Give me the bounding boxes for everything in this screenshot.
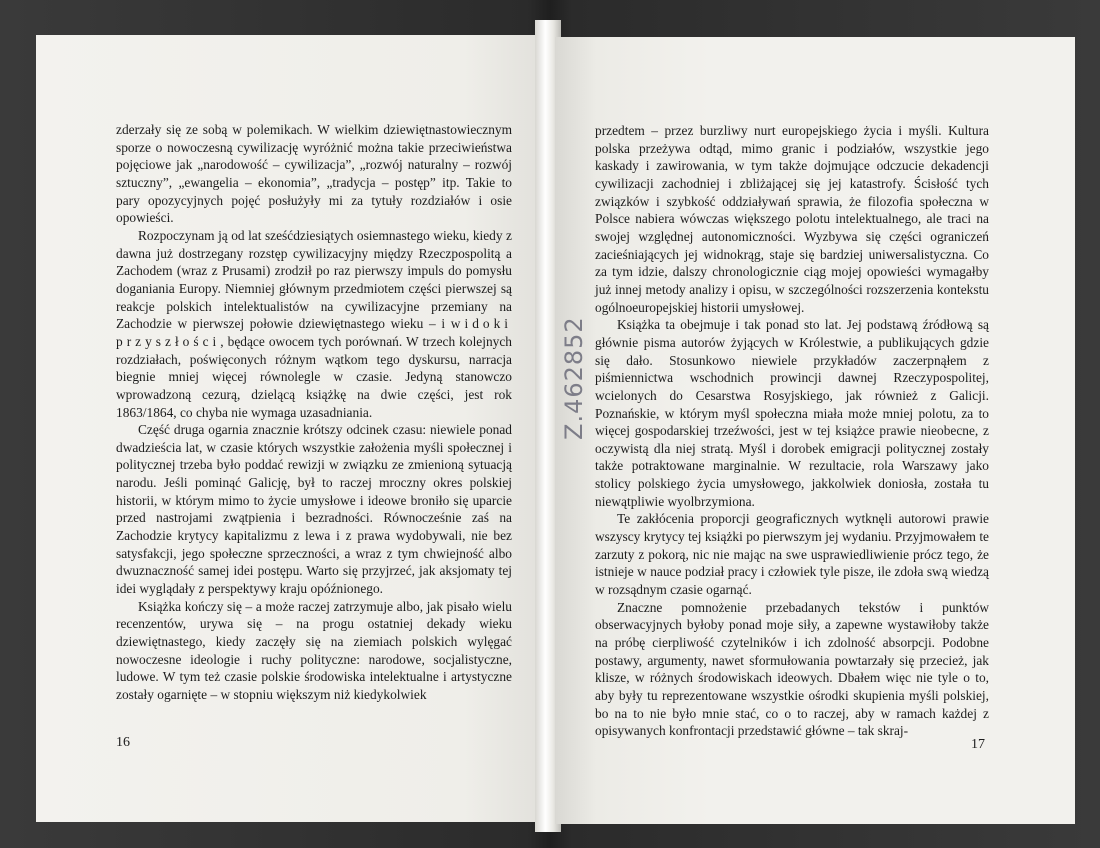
- paragraph: [116, 227, 512, 421]
- right-page-text: [595, 122, 989, 740]
- paragraph: Część druga ogarnia znacznie krótszy odcinek czasu: niewiele ponad dwadzieścia lat, w czasie których wszystkie założenia myśli społecznej i politycznej trzeba było poddać rewizji w związku ze zmienioną sytuacją narodu. Jeśli pominąć Galicję, był to raczej mroczny okres polskiej historii, w którym mimo to życie umysłowe i ideowe broniło się uparcie przed nastrojami zwątpienia i bezradności. Równocześnie zaś na Zachodzie krytycy kapitalizmu z lewa i z prawa wydobywali, nie bez satysfakcji, jego społeczne sprzeczności, a wraz z tym chwiejność albo dwuznaczność samej idei postępu. Warto się przyjrzeć, jak aksjomaty tej idei wyglądały z perspektywy kraju opóźnionego.: [116, 422, 512, 597]
- page-number: 17: [971, 737, 985, 752]
- paragraph-text: , będące owocem tych porównań. W trzech kolejnych rozdziałach, poświęconych różnym wątkom tego dyskursu, narracja biegnie mniej więcej równolegle w czasie. Jedyną stanowczo wprowadzoną cezurą, dzielącą książkę na dwie części, jest rok 1863/1864, co chyba nie wymaga uzasadniania.: [116, 333, 512, 420]
- paragraph: Książka ta obejmuje i tak ponad sto lat. Jej podstawą źródłową są głównie pisma autorów żyjących w Królestwie, a publikujących gdzie się dało. Stosunkowo niewiele przykładów zaczerpnąłem z piśmiennictwa wschodnich prowincji dawnej Rzeczypospolitej, wcielonych do Cesarstwa Rosyjskiego, jak również z Galicji. Poznańskie, w którym myśl społeczna miała może mniej polotu, za to więcej gospodarskiej trzeźwości, jest w tej książce prawie nieobecne, z oczywistą dla niej stratą. Myśl i dorobek emigracji politycznej zostały także potraktowane marginalnie. W rezultacie, rola Warszawy jako stolicy polskiego życia umysłowego, jakkolwiek doniosła, została tu niewątpliwie wyolbrzymiona.: [595, 317, 989, 509]
- paragraph: zderzały się ze sobą w polemikach. W wielkim dziewiętnastowiecznym sporze o nowoczesną cywilizację wyróżnić można takie przeciwieństwa pojęciowe jak „narodowość – cywilizacja”, „rozwój naturalny – rozwój sztuczny”, „ewangelia – ekonomia”, „tradycja – postęp” itp. Takie to pary opozycyjnych pojęć posłużyły mi za tytuły rozdziałów i osie opowieści.: [116, 122, 512, 226]
- spaced-phrase: widoki przyszłości: [116, 316, 512, 349]
- pencil-margin-note: Z.462852: [560, 316, 588, 440]
- left-page-text: [116, 121, 512, 704]
- paragraph: Znaczne pomnożenie przebadanych tekstów i punktów obserwacyjnych byłoby ponad moje siły, a zapewne wystawiłoby także na próbę cierpliwość czytelników i ich zdolność absorpcji. Podobne postawy, argumenty, nawet sformułowania powtarzały się przecież, jak klisze, w różnych środowiskach ideowych. Dbałem więc nie tyle o to, aby były tu reprezentowane wszystkie ośrodki skupienia myśli polskiej, bo na to nie było mnie stać, co o to raczej, aby w ramach każdej z opisywanych konfrontacji przedstawić główne – tak skraj-: [595, 599, 989, 739]
- paragraph: Książka kończy się – a może raczej zatrzymuje albo, jak pisało wielu recenzentów, urywa się – na progu ostatniej dekady wieku dziewiętnastego, kiedy zaczęły się na ziemiach polskich wylęgać nowoczesne ideologie i ruchy polityczne: narodowe, socjalistyczne, ludowe. W tym też czasie polskie środowiska intelektualne i artystyczne zostały ogarnięte – w stopniu większym niż kiedykolwiek: [116, 598, 512, 702]
- left-page: [36, 35, 540, 822]
- paragraph: przedtem – przez burzliwy nurt europejskiego życia i myśli. Kultura polska przeżywa odtąd, mimo granic i podziałów, wszystkie jego kaskady i zawirowania, w tym także dojmujące odczucie dekadencji cywilizacji zachodniej i zbliżającej się jej katastrofy. Ścisłość tych związków i szybkość oddziaływań sprawia, że filozofia społeczna w Polsce nabiera wówczas większego polotu intelektualnego, ale traci na swojej względnej autonomiczności. Wyzbywa się części ograniczeń zacieśniających jej widnokrąg, staje się bardziej uniwersalistyczna. Co za tym idzie, dalszy chronologicznie ciąg mojej opowieści wymagałby już innej metody analizy i opisu, w szczególności rozszerzenia kontekstu ogólnoeuropejskiej historii umysłowej.: [595, 123, 989, 315]
- paragraph: Te zakłócenia proporcji geograficznych wytknęli autorowi prawie wszyscy krytycy tej książki po pierwszym jej wydaniu. Przyjmowałem te zarzuty z pokorą, nic nie mając na swe usprawiedliwienie prócz tego, że istnieje w nauce podział pracy i człowiek tyle pisze, ile zdoła swą wiedzą w rozsądnym czasie ogarnąć.: [595, 511, 989, 598]
- right-page: [555, 37, 1075, 824]
- page-number: 16: [116, 735, 130, 750]
- paragraph-text: Rozpoczynam ją od lat sześćdziesiątych osiemnastego wieku, kiedy z dawna już dostrzegany rozstęp cywilizacyjny między Rzeczpospolitą a Zachodem (wraz z Prusami) zrodził po raz pierwszy impuls do pomysłu doganiania Europy. Niemniej głównym przedmiotem części pierwszej są reakcje polskich intelektualistów na cywilizacyjne przemiany na Zachodzie w pierwszej połowie dziewiętnastego wieku – i: [116, 227, 512, 332]
